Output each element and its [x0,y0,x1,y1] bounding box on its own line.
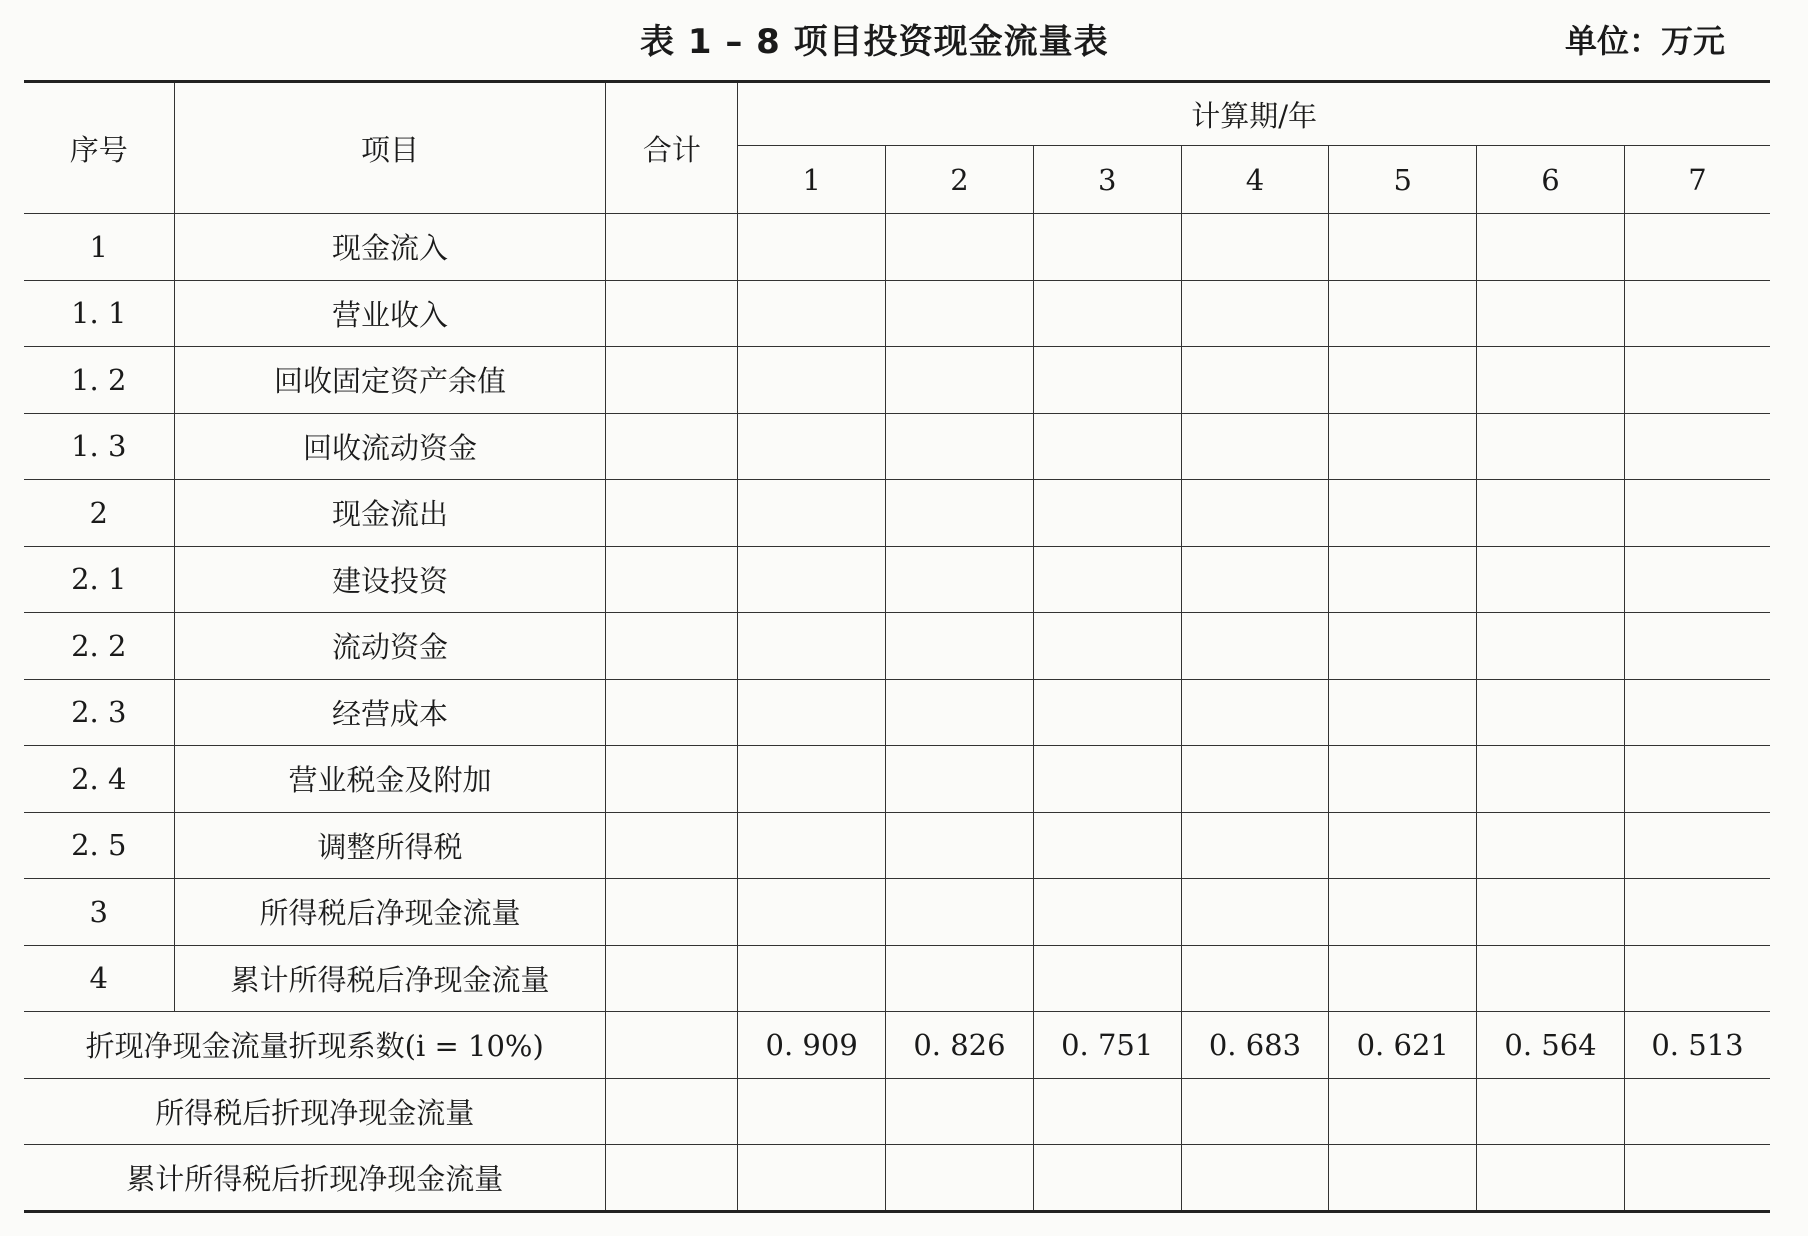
header-seq: 序号 [24,82,174,214]
row-seq: 4 [24,945,174,1012]
row-item: 营业税金及附加 [174,746,606,813]
row-item: 回收固定资产余值 [174,347,606,414]
row-seq: 1. 2 [24,347,174,414]
row-seq: 2 [24,480,174,547]
row-item: 营业收入 [174,280,606,347]
row-item: 所得税后折现净现金流量 [24,1078,606,1145]
table-row [24,347,1770,414]
table-row [24,1145,1770,1212]
header-period: 6 [1477,146,1625,214]
table-row [24,945,1770,1012]
discount-factor-label: 折现净现金流量折现系数(i = 10%) [24,1012,606,1079]
row-item: 所得税后净现金流量 [174,879,606,946]
table-row [24,613,1770,680]
row-item: 现金流出 [174,480,606,547]
discount-factor-value: 0. 564 [1477,1012,1625,1079]
unit-label: 单位：万元 [1565,22,1726,60]
header-period: 4 [1181,146,1329,214]
header-item: 项目 [174,82,606,214]
table-row [24,413,1770,480]
discount-factor-value: 0. 513 [1624,1012,1770,1079]
table-header-area [0,0,1808,70]
row-seq: 1 [24,214,174,281]
row-seq: 1. 3 [24,413,174,480]
row-seq: 2. 5 [24,812,174,879]
header-period: 3 [1033,146,1181,214]
row-seq: 3 [24,879,174,946]
table-title: 表 1 – 8 项目投资现金流量表 [640,22,1109,62]
table-row [24,679,1770,746]
header-period: 5 [1329,146,1477,214]
row-seq: 2. 1 [24,546,174,613]
row-seq: 2. 2 [24,613,174,680]
header-period: 1 [738,146,886,214]
discount-factor-value: 0. 751 [1033,1012,1181,1079]
row-item: 调整所得税 [174,812,606,879]
table-row [24,480,1770,547]
header-total: 合计 [606,82,738,214]
row-seq: 1. 1 [24,280,174,347]
header-period: 7 [1624,146,1770,214]
table-row [24,214,1770,281]
header-period-group: 计算期/年 [738,82,1770,146]
row-seq: 2. 3 [24,679,174,746]
table-row [24,546,1770,613]
row-item: 累计所得税后净现金流量 [174,945,606,1012]
discount-factor-value: 0. 826 [886,1012,1034,1079]
row-item: 经营成本 [174,679,606,746]
discount-factor-value: 0. 909 [738,1012,886,1079]
row-item: 流动资金 [174,613,606,680]
header-period: 2 [886,146,1034,214]
row-item: 回收流动资金 [174,413,606,480]
discount-factor-value: 0. 683 [1181,1012,1329,1079]
table-row [24,1078,1770,1145]
table-row [24,812,1770,879]
discount-factor-value: 0. 621 [1329,1012,1477,1079]
row-seq: 2. 4 [24,746,174,813]
table-row [24,879,1770,946]
table-row [24,280,1770,347]
cash-flow-table [24,80,1770,1213]
discount-factor-row [24,1012,1770,1079]
row-item: 建设投资 [174,546,606,613]
row-item: 累计所得税后折现净现金流量 [24,1145,606,1212]
row-item: 现金流入 [174,214,606,281]
table-row [24,746,1770,813]
